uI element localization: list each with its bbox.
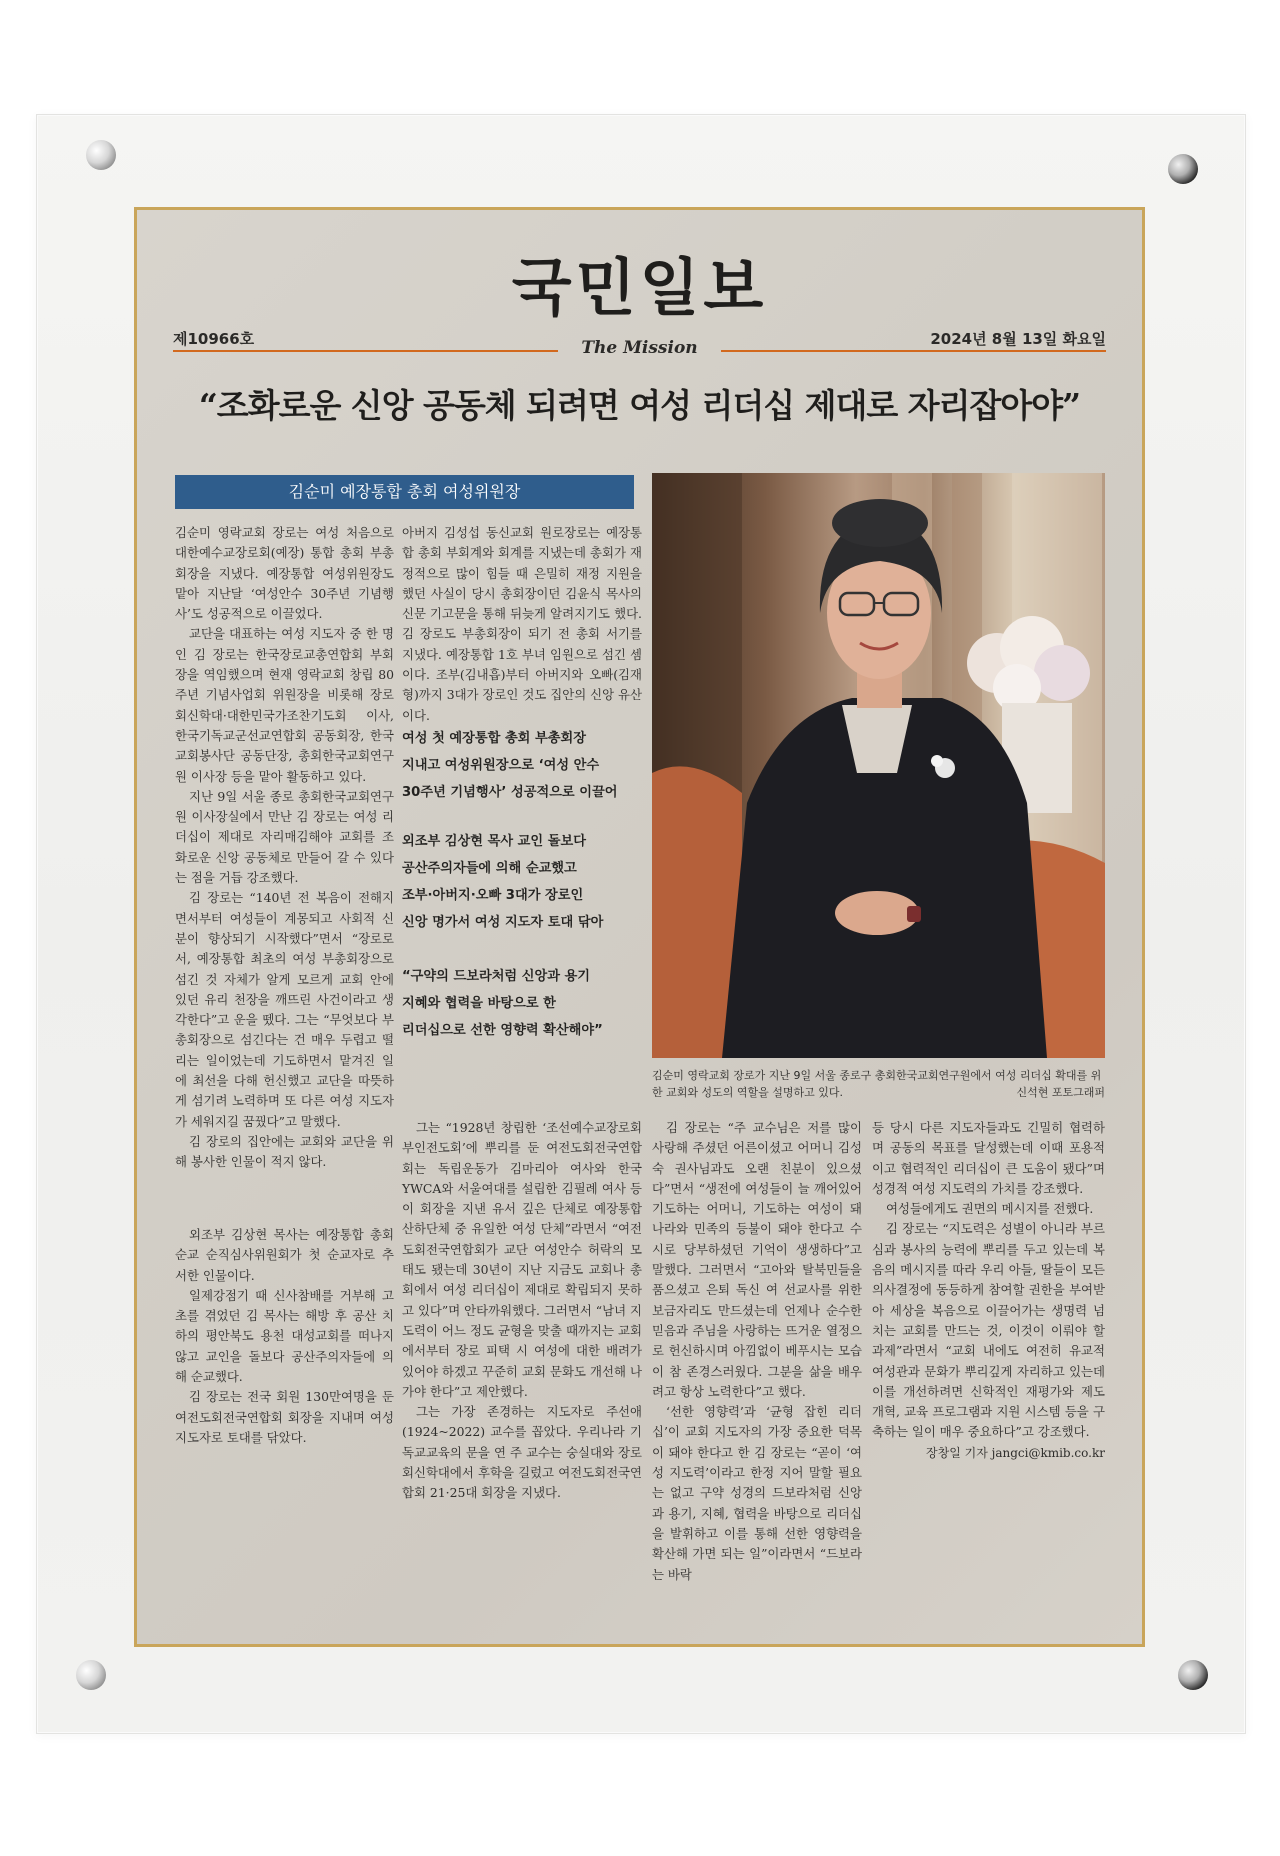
pull-quote-line: 지내고 여성위원장으로 ‘여성 안수 [402,758,600,773]
headline: “조화로운 신앙 공동체 되려면 여성 리더십 제대로 자리잡아야” [198,386,1081,425]
paragraph: 일제강점기 때 신사참배를 거부해 고초를 겪었던 김 목사는 해방 후 공산 치하의 평안북도 용천 대성교회를 떠나지 않고 교인을 돌보다 공산주의자들에 의해 순교했다. [175,1287,394,1385]
issue-date: 2024년 8월 13일 화요일 [930,330,1106,348]
paragraph: 김 장로의 집안에는 교회와 교단을 위해 봉사한 인물이 적지 않다. [175,1133,394,1170]
pull-quote-line: 여성 첫 예장통합 총회 부총회장 [402,731,586,746]
paragraph: 여성들에게도 권면의 메시지를 전했다. [886,1201,1094,1217]
paragraph: 김 장로는 “지도력은 성별이 아니라 부르심과 봉사의 능력에 뿌리를 두고 있는데 복음의 메시지를 따라 우리 아들, 딸들이 모든 의사결정에 동등하게 참여할 권한을 부여받아 세상을 복음으로 이끌어가는 생명력 넘치는 교회를 만드는 것, 이것이 이뤄야 할 과제”라면서 “교회 내에도 여전히 유교적 여성관과 문화가 뿌리깊게 자리하고 있는데 이를 개선하려면 신학적인 재평가와 제도 개혁, 교육 프로그램과 지원 시스템 등을 구축하는 일이 매우 중요하다”고 강조했다. [872,1221,1105,1440]
paragraph: 교단을 대표하는 여성 지도자 중 한 명인 김 장로는 한국장로교총연합회 부회장을 역임했으며 현재 영락교회 창립 80주년 기념사업회 위원장을 비롯해 장로회신학대·대한민국가조찬기도회 이사, 한국기독교군선교연합회 공동회장, 한국교회봉사단 공동단장, 총회한국교회연구원 이사장 등을 맡아 활동하고 있다. [175,626,394,784]
photo-caption [652,1067,1105,1101]
paragraph: 김순미 영락교회 장로는 여성 처음으로 대한예수교장로회(예장) 통합 총회 부총회장을 지냈다. 예장통합 여성위원장도 맡아 지난달 ‘여성안수 30주년 기념행사’도 성공적으로 이끌었다. [175,525,394,622]
masthead: 국민일보 [511,251,768,324]
standoff-top-left [86,140,116,170]
article-col-1-bottom [175,1225,394,1448]
pull-quote-line: 지혜와 협력을 바탕으로 한 [402,996,556,1011]
pull-quote-line: 공산주의자들에 의해 순교했고 [402,861,577,876]
pull-quote-1 [402,725,642,806]
subhead-bar: 김순미 예장통합 총회 여성위원장 [175,475,634,509]
paragraph: 외조부 김상현 목사는 예장통합 총회 순교 순직심사위원회가 첫 순교자로 추서한 인물이다. [175,1227,394,1283]
article-col-3-bottom [652,1118,862,1585]
pull-quote-line: “구약의 드보라처럼 신앙과 용기 [402,969,591,984]
paragraph: 아버지 김성섭 동신교회 원로장로는 예장통합 총회 부회계와 회계를 지냈는데 총회가 재정적으로 많이 힘들 때 은밀히 재정 지원을 했던 사실이 당시 총회장이던 김윤식 목사의 신문 기고문을 통해 뒤늦게 알려지기도 했다. 김 장로도 부총회장이 되기 전 총회 서기를 지냈다. 예장통합 1호 부녀 임원으로 섬긴 셈이다. 조부(김내흡)부터 아버지와 오빠(김재형)까지 3대가 장로인 것도 집안의 신앙 유산이다. [402,525,642,723]
paragraph: 그는 가장 존경하는 지도자로 주선애(1924~2022) 교수를 꼽았다. 우리나라 기독교교육의 문을 연 주 교수는 숭실대와 장로회신학대에서 후학을 길렀고 여전도회전국연합회 21·25대 회장을 지냈다. [402,1404,642,1501]
paragraph: 김 장로는 “140년 전 복음이 전해지면서부터 여성들이 계몽되고 사회적 신분이 향상되기 시작했다”면서 “장로로서, 예장통합 최초의 여성 부총회장으로 섬긴 것 자체가 알게 모르게 교회 안에 있던 유리 천장을 깨뜨린 사건이라고 생각한다”고 운을 뗐다. 그는 “무엇보다 부총회장으로 섬긴다는 건 매우 두렵고 떨리는 일이었는데 기도하면서 맡겨진 일에 최선을 다해 헌신했고 교단을 따뜻하게 섬기려 노력하며 또 다른 여성 지도자가 세워지길 꿈꿨다”고 말했다. [175,890,394,1129]
article-col-2-top [402,523,642,726]
standoff-bottom-right [1178,1660,1208,1690]
paragraph: 김 장로는 “주 교수님은 저를 많이 사랑해 주셨던 어른이셨고 어머니 김성숙 권사님과도 오랜 친분이 있으셨다”면서 “생전에 여성들이 늘 깨어있어 기도하는 어머니, 기도하는 여성이 돼 나라와 민족의 등불이 돼야 한다고 수시로 당부하셨던 기억이 생생하다”고 말했다. 그러면서 “고아와 탈북민들을 품으셨고 은퇴 독신 여 선교사를 위한 보금자리도 만드셨는데 언제나 순수한 믿음과 주님을 사랑하는 뜨거운 열정으로 헌신하시며 아낌없이 베푸시는 모습이 참 존경스러웠다. 그분을 삶을 배우려고 항상 노력한다”고 했다. [652,1120,862,1399]
issue-number: 제10966호 [173,330,255,348]
pull-quote-line: 외조부 김상현 목사 교인 돌보다 [402,834,586,849]
newspaper-plaque [134,207,1145,1647]
caption-text: 김순미 영락교회 장로가 지난 9일 서울 종로구 총회한국교회연구원에서 여성 리더십 확대를 위한 교회와 성도의 역할을 설명하고 있다. [652,1069,1102,1099]
paragraph: ‘선한 영향력’과 ‘균형 잡힌 리더십’이 교회 지도자의 가장 중요한 덕목이 돼야 한다고 한 김 장로는 “곧이 ‘여성 지도력’이라고 한정 지어 말할 필요는 없고 구약 성경의 드보라처럼 신앙과 용기, 지혜, 협력을 바탕으로 리더십을 발휘하고 이를 통해 선한 영향력을 확산해 가면 되는 일”이라면서 “드보라는 바락 [652,1404,862,1582]
standoff-top-right [1168,154,1198,184]
article-col-1-top [175,523,394,1173]
reporter-byline: 장창일 기자 jangci@kmib.co.kr [926,1445,1105,1460]
portrait-photo [652,473,1105,1058]
paragraph: 지난 9일 서울 종로 총회한국교회연구원 이사장실에서 만난 김 장로는 여성 리더십이 제대로 자리매김해야 교회를 조화로운 신앙 공동체로 만들어 갈 수 있다는 점을 거듭 강조했다. [175,788,394,886]
article-col-4-bottom [872,1118,1105,1463]
pull-quote-2 [402,828,642,936]
pull-quote-3 [402,963,642,1044]
standoff-bottom-left [76,1660,106,1690]
article-col-2-bottom [402,1118,642,1504]
pull-quote-line: 30주년 기념행사’ 성공적으로 이끌어 [402,785,618,800]
the-mission-logo: The Mission [581,338,698,358]
portrait-illustration [652,473,1105,1058]
pull-quote-line: 리더십으로 선한 영향력 확산해야” [402,1023,603,1038]
paragraph: 그는 “1928년 창립한 ‘조선예수교장로회 부인전도회’에 뿌리를 둔 여전도회전국연합회는 독립운동가 김마리아 여사와 한국YWCA와 서울여대를 설립한 김필례 여사 등이 회장을 지낸 유서 깊은 단체로 예장통합 산하단체 중 유일한 여성 단체”라면서 “여전도회전국연합회가 교단 여성안수 허락의 모태도 됐는데 30년이 지난 지금도 교회나 총회에서 여성 리더십이 제대로 확립되지 못하고 있다”며 안타까워했다. 그러면서 “남녀 지도력이 어느 정도 균형을 맞출 때까지는 교회에서부터 장로 피택 시 여성에 대한 배려가 있어야 하겠고 꾸준히 교회 문화도 개선해 나가야 한다”고 제안했다. [402,1120,642,1399]
photo-credit: 신석현 포토그래퍼 [1016,1086,1105,1099]
paragraph: 김 장로는 전국 회원 130만여명을 둔 여전도회전국연합회 회장을 지내며 여성 지도자로 토대를 닦았다. [175,1389,394,1445]
paragraph: 등 당시 다른 지도자들과도 긴밀히 협력하며 공동의 목표를 달성했는데 이때 포용적이고 협력적인 리더십이 큰 도움이 됐다”며 성경적 여성 지도력의 가치를 강조했다. [872,1120,1105,1196]
pull-quote-line: 신앙 명가서 여성 지도자 토대 닦아 [402,915,604,930]
pull-quote-line: 조부·아버지·오빠 3대가 장로인 [402,888,584,903]
